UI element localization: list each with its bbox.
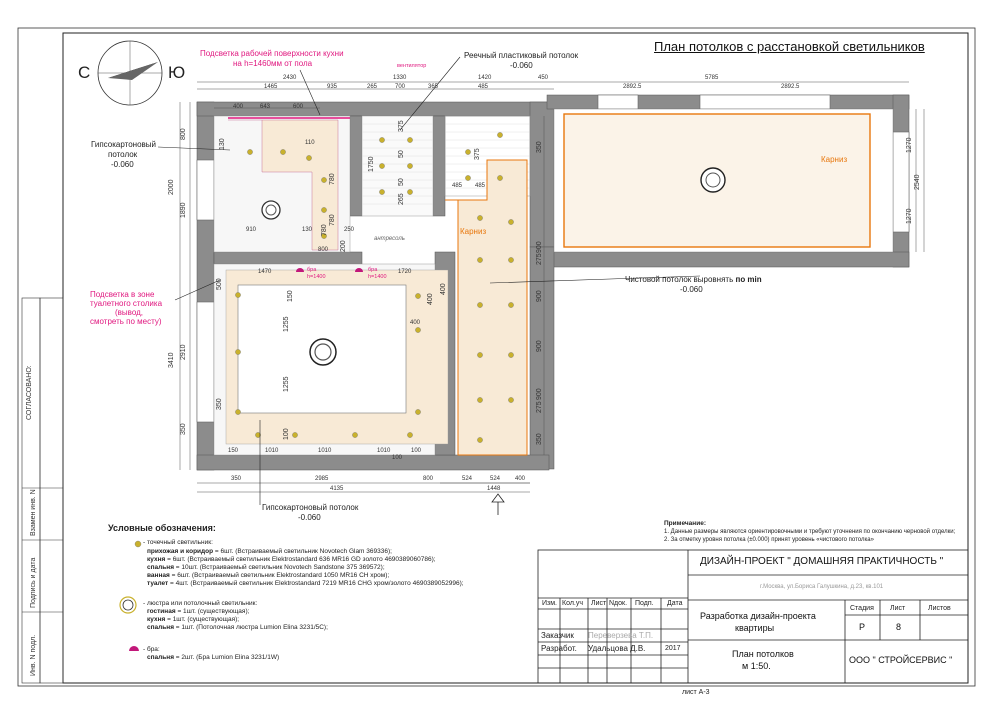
rack-ceiling-label: Реечный пластиковый потолок — [464, 51, 579, 60]
tb-purpose-2: квартиры — [735, 623, 775, 633]
legend-spot-item-2: спальня = 10шт. (Встраиваемый светильник Novotech Sandstone 375 369572); — [147, 564, 385, 571]
gypsum-top-label-1: Гипсокартоновый — [91, 140, 156, 149]
dim-bed-100: 100 — [283, 428, 290, 440]
gypsum-bottom-level: -0.060 — [298, 513, 321, 522]
dim-b-265: 265 — [398, 193, 405, 205]
dim-1465: 1465 — [264, 84, 278, 90]
vanity-light-2: туалетного столика — [90, 299, 163, 308]
tb-stage: Р — [859, 622, 866, 632]
dim-inner-1010c: 1010 — [377, 448, 391, 454]
corridor-ceiling — [445, 160, 527, 455]
dim-265: 265 — [367, 84, 378, 90]
tb-stage-header: Стадия — [850, 605, 874, 612]
left-stamp-strip — [22, 298, 63, 683]
legend-chandelier-item-0: гостиная = 1шт. (существующая); — [147, 608, 250, 615]
dim-left-500: 500 — [216, 278, 223, 290]
drawing-title: План потолков с расстановкой светильников — [654, 39, 925, 54]
remarks-line-1: 1. Данные размеры являются ориентировочными и требуют уточнения по окончанию черновой отделки; — [664, 529, 956, 535]
dim-right-2540: 2540 — [914, 174, 921, 190]
dim-c-275b: 275 — [536, 401, 543, 413]
compass-icon — [98, 41, 162, 105]
dim-c-350a: 350 — [536, 141, 543, 153]
dim-2892-left: 2892.5 — [623, 84, 642, 90]
tb-purpose-1: Разработка дизайн-проекта — [700, 611, 816, 621]
tb-sheet-title-2: м 1:50. — [742, 661, 771, 671]
stamp-agreed: СОГЛАСОВАНО: — [26, 365, 33, 420]
sconce-right-2: h=1400 — [368, 274, 387, 280]
dim-bottom-400: 400 — [515, 476, 526, 482]
dim-t-485a: 485 — [452, 183, 463, 189]
dim-bottom-800: 800 — [423, 476, 434, 482]
dim-k-910: 910 — [246, 227, 257, 233]
dim-600: 600 — [293, 104, 304, 110]
dim-t-375: 375 — [474, 148, 481, 160]
dim-left-800: 800 — [180, 128, 187, 140]
tb-company: ООО " СТРОЙСЕРВИС " — [849, 655, 953, 665]
dim-bottom-2985: 2985 — [315, 476, 329, 482]
vanity-light-4: смотреть по месту) — [90, 317, 162, 326]
dim-bed-1255a: 1255 — [283, 316, 290, 332]
dim-bed-400a: 400 — [427, 293, 434, 305]
legend-sconce-icon — [129, 646, 139, 651]
dim-k-130b: 130 — [302, 227, 313, 233]
legend-chandelier-icon — [120, 597, 136, 613]
dim-k-780c: 780 — [321, 224, 328, 236]
clean-ceiling-level: -0.060 — [680, 285, 703, 294]
legend-chandelier-title: - люстра или потолочный светильник: — [143, 600, 258, 607]
vanity-light-3: (вывод, — [115, 308, 143, 317]
dim-left-350: 350 — [180, 423, 187, 435]
ventilator-label: вентилятор — [397, 63, 427, 69]
dim-c-900c: 900 — [536, 340, 543, 352]
dim-700: 700 — [395, 84, 406, 90]
stamp-inv-orig: Инв. N подл. — [30, 634, 37, 676]
dim-top-450: 450 — [538, 75, 549, 81]
living-chandelier-icon — [701, 168, 725, 192]
dim-b-375a: 375 — [398, 120, 405, 132]
dim-bed-350: 350 — [216, 398, 223, 410]
kitchen-light-callout-2: на h=1460мм от пола — [233, 59, 313, 68]
clean-ceiling-min: по min — [735, 275, 762, 284]
cornice-mid-label: Карниз — [460, 227, 487, 236]
dim-inner-100a: 100 — [411, 448, 422, 454]
legend-chandelier-item-2: спальня = 1шт. (Потолочная люстра Lumion Elina 3231/5C); — [147, 624, 328, 631]
dim-inner-150: 150 — [228, 448, 239, 454]
dim-bed-1470: 1470 — [258, 269, 272, 275]
dim-b-50a: 50 — [398, 150, 405, 158]
bedroom-chandelier-icon — [310, 339, 336, 365]
dim-b-1750: 1750 — [368, 156, 375, 172]
dim-right-1270a: 1270 — [906, 137, 913, 153]
vanity-light-1: Подсветка в зоне — [90, 290, 155, 299]
legend-spot-title: - точечный светильник: — [143, 539, 213, 546]
tb-developer-label: Разработ. — [541, 644, 577, 653]
gypsum-bottom-label: Гипсокартоновый потолок — [262, 503, 359, 512]
legend-spot-item-4: туалет = 4шт. (Встраиваемый светильник Elektrostandard 7219 MR16 CHG хром/золото 4690389052996); — [147, 580, 464, 587]
cornice-top-label: Карниз — [821, 155, 848, 164]
gypsum-top-label-2: потолок — [108, 150, 138, 159]
legend-sconce-title: - бра: — [143, 646, 160, 653]
dim-c-900b: 900 — [536, 290, 543, 302]
dim-bottom-1448: 1448 — [487, 486, 501, 492]
tb-developer: Удальцова Д.В. — [588, 644, 646, 653]
tb-sheet-header: Лист — [890, 605, 906, 612]
dim-bed-400c: 400 — [410, 320, 421, 326]
legend-chandelier-item-1: кухня = 1шт. (существующая); — [147, 616, 240, 623]
dim-k-110: 110 — [305, 140, 315, 146]
dim-top-1330: 1330 — [393, 75, 407, 81]
dim-top-2430: 2430 — [283, 75, 297, 81]
sconce-right-1: бра — [368, 267, 378, 273]
dim-inner-1010b: 1010 — [318, 448, 332, 454]
dim-left-1890: 1890 — [180, 202, 187, 218]
dim-inner-1010a: 1010 — [265, 448, 279, 454]
dim-c-275a: 275 — [536, 253, 543, 265]
dim-bottom-4135: 4135 — [330, 486, 344, 492]
legend-sconce-item-0: спальня = 2шт. (Бра Lumion Elina 3231/1W) — [147, 654, 280, 661]
kitchen-chandelier-icon — [262, 201, 280, 219]
dim-485: 485 — [478, 84, 489, 90]
dim-k-250: 250 — [344, 227, 355, 233]
legend-heading: Условные обозначения: — [108, 523, 216, 533]
tb-col-1: Кол.уч — [562, 600, 583, 607]
legend-spot-item-3: ванная = 6шт. (Встраиваемый светильник Elektrostandard 1050 MR16 CH хром); — [147, 572, 390, 579]
dim-365: 365 — [428, 84, 439, 90]
dim-bottom-524b: 524 — [490, 476, 501, 482]
dim-k-200: 200 — [340, 240, 347, 252]
tb-sheet-code: лист А-3 — [682, 689, 710, 696]
rack-ceiling-level: -0.060 — [510, 61, 533, 70]
tb-col-5: Дата — [667, 600, 683, 607]
dim-bed-150: 150 — [287, 290, 294, 302]
dim-bed-1255b: 1255 — [283, 376, 290, 392]
sconce-left-1: бра — [307, 267, 317, 273]
dim-c-900d: 900 — [536, 388, 543, 400]
dim-bottom-524a: 524 — [462, 476, 473, 482]
tb-project: ДИЗАЙН-ПРОЕКТ " ДОМАШНЯЯ ПРАКТИЧНОСТЬ " — [700, 556, 944, 567]
dim-k-130: 130 — [219, 138, 226, 150]
compass-south-label: Ю — [168, 63, 186, 82]
legend-symbols — [120, 541, 141, 651]
dim-k-780b: 780 — [329, 214, 336, 226]
compass-north-label: С — [78, 63, 91, 82]
entry-arrow-icon — [492, 494, 504, 515]
tb-sheet-title-1: План потолков — [732, 649, 794, 659]
dim-c-900a: 900 — [536, 241, 543, 253]
tb-sheets-header: Листов — [928, 605, 951, 612]
dim-right-1270b: 1270 — [906, 208, 913, 224]
dim-k-800: 800 — [318, 247, 329, 253]
clean-ceiling-label: Чистовой потолок выровнять по min — [625, 275, 762, 284]
dim-t-485b: 485 — [475, 183, 486, 189]
remarks-heading: Примечание: — [664, 520, 706, 527]
mezzanine-label: антресоль — [374, 236, 405, 242]
dim-inner-100b: 100 — [392, 455, 403, 461]
dim-top-1420: 1420 — [478, 75, 492, 81]
dim-bed-400b: 400 — [440, 283, 447, 295]
dim-left-2000: 2000 — [168, 179, 175, 195]
dim-bottom-350: 350 — [231, 476, 242, 482]
dim-2892-right: 2892.5 — [781, 84, 800, 90]
tb-col-2: Лист — [591, 600, 607, 607]
tb-year: 2017 — [665, 645, 681, 652]
tb-address: г.Москва, ул.Бориса Галушкина, д.23, кв.101 — [760, 584, 884, 590]
dim-400: 400 — [233, 104, 244, 110]
dim-top-5785: 5785 — [705, 75, 719, 81]
kitchen-light-callout-1: Подсветка рабочей поверхности кухни — [200, 49, 344, 58]
dim-bed-1720: 1720 — [398, 269, 412, 275]
dim-left-2910: 2910 — [180, 344, 187, 360]
legend-spot-icon — [135, 541, 141, 547]
stamp-sign-date: Подпись и дата — [30, 557, 37, 608]
dim-k-780a: 780 — [329, 173, 336, 185]
tb-customer-label: Заказчик — [541, 631, 574, 640]
tb-col-3: Nдок. — [609, 600, 628, 607]
tb-col-0: Изм. — [542, 600, 557, 607]
dim-b-50b: 50 — [398, 178, 405, 186]
legend-spot-item-1: кухня = 6шт. (Встраиваемый светильник Elektrostandard 636 MR16 GD золото 4690389060786); — [147, 556, 436, 563]
legend-spot-item-0: прихожая и коридор = 6шт. (Встраиваемый светильник Novotech Glam 369336); — [147, 548, 392, 555]
stamp-inv-repl: Взамен инв. N — [30, 489, 37, 536]
dim-left-3410: 3410 — [168, 352, 175, 368]
sconce-left-2: h=1400 — [307, 274, 326, 280]
tb-sheet: 8 — [896, 622, 902, 632]
tb-col-4: Подп. — [635, 600, 654, 607]
dim-c-350b: 350 — [536, 433, 543, 445]
remarks-line-2: 2. За отметку уровня потолка (±0.000) принят уровень «чистового потолка» — [664, 537, 874, 543]
dim-935: 935 — [327, 84, 338, 90]
gypsum-top-level: -0.060 — [111, 160, 134, 169]
dim-643: 643 — [260, 104, 271, 110]
tb-customer: Переверзева Т.П. — [588, 631, 654, 640]
